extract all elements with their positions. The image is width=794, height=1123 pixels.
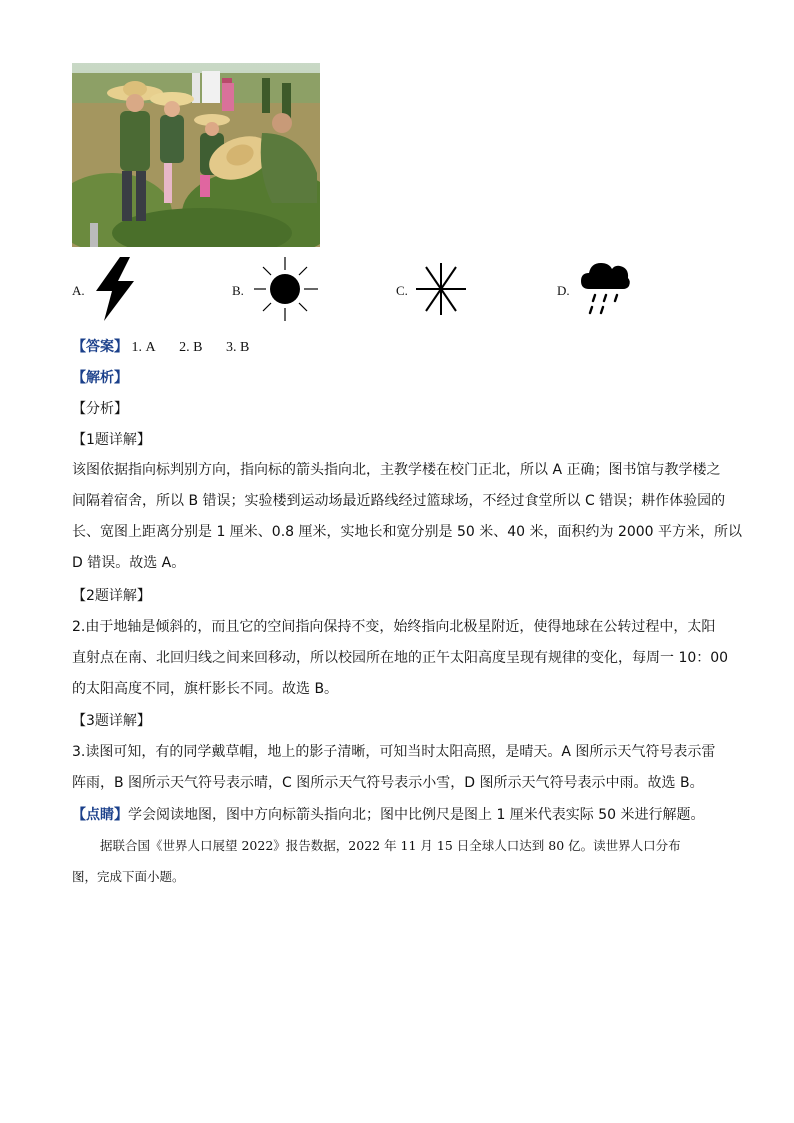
option-a-label: A.	[72, 283, 85, 298]
light-snow-symbol-icon	[414, 261, 468, 317]
answer-item-2: 2. B	[179, 340, 203, 355]
dianjing-tag: 【点睛】	[72, 807, 128, 823]
q1-line-1: 该图依据指向标判别方向，指向标的箭头指向北，主教学楼在校门正北，所以 A 正确；图书馆与教学楼之	[72, 462, 721, 478]
thunderstorm-symbol-icon	[92, 255, 138, 323]
answer-line	[72, 337, 269, 358]
dianjing-text: 学会阅读地图，图中方向标箭头指向北；图中比例尺是图上 1 厘米代表实际 50 米进行解题。	[128, 807, 705, 823]
q2-line-2: 直射点在南、北回归线之间来回移动，所以校园所在地的正午太阳高度呈现有规律的变化，每周一 10：00	[72, 650, 729, 666]
answer-item-1: 1. A	[131, 340, 156, 355]
next-question-intro	[72, 830, 722, 892]
option-c-label: C.	[396, 283, 408, 298]
moderate-rain-symbol-icon	[579, 259, 631, 319]
sunny-symbol-icon	[252, 255, 322, 323]
q2-line-3: 的太阳高度不同，旗杆影长不同。故选 B。	[72, 681, 339, 697]
q2-tag: 【2题详解】	[72, 588, 151, 604]
q3-line-2: 阵雨，B 图所示天气符号表示晴，C 图所示天气符号表示小雪，D 图所示天气符号表示中雨。故选 B。	[72, 775, 704, 791]
q3-explanation	[72, 737, 722, 799]
students-field-image	[72, 63, 320, 247]
q3-tag: 【3题详解】	[72, 713, 151, 729]
answer-tag: 【答案】	[72, 339, 128, 355]
q1-line-2: 间隔着宿舍，所以 B 错误；实验楼到运动场最近路线经过篮球场，不经过食堂所以 C 错误；耕作体验园的	[72, 493, 726, 509]
answer-item-3: 3. B	[225, 340, 250, 355]
dianjing-line	[72, 805, 705, 825]
analysis-tag: 【解析】	[72, 370, 128, 386]
q1-tag: 【1题详解】	[72, 432, 151, 448]
q2-line-1: 2.由于地轴是倾斜的，而且它的空间指向保持不变，始终指向北极星附近，使得地球在公转过程中，太阳	[72, 619, 716, 635]
field-trip-photo	[72, 63, 320, 247]
option-d[interactable]	[557, 255, 647, 325]
intro-line-1: 据联合国《世界人口展望 2022》报告数据，2022 年 11 月 15 日全球人口达到 80 亿。读世界人口分布	[100, 838, 681, 853]
intro-line-2: 图，完成下面小题。	[72, 869, 185, 884]
q2-explanation	[72, 612, 729, 705]
q1-line-4: D 错误。故选 A。	[72, 555, 186, 571]
option-b-label: B.	[232, 283, 244, 298]
q1-explanation	[72, 455, 743, 579]
fenxi-tag: 【分析】	[72, 401, 128, 417]
q3-line-1: 3.读图可知，有的同学戴草帽，地上的影子清晰，可知当时太阳高照，是晴天。A 图所示天气符号表示雷	[72, 744, 716, 760]
option-b[interactable]	[232, 255, 332, 325]
option-c[interactable]	[396, 255, 476, 325]
option-d-label: D.	[557, 283, 570, 298]
option-a[interactable]	[72, 255, 152, 325]
q1-line-3: 长、宽图上距离分别是 1 厘米、0.8 厘米，实地长和宽分别是 50 米、40 米，面积约为 2000 平方米，所以	[72, 524, 743, 540]
